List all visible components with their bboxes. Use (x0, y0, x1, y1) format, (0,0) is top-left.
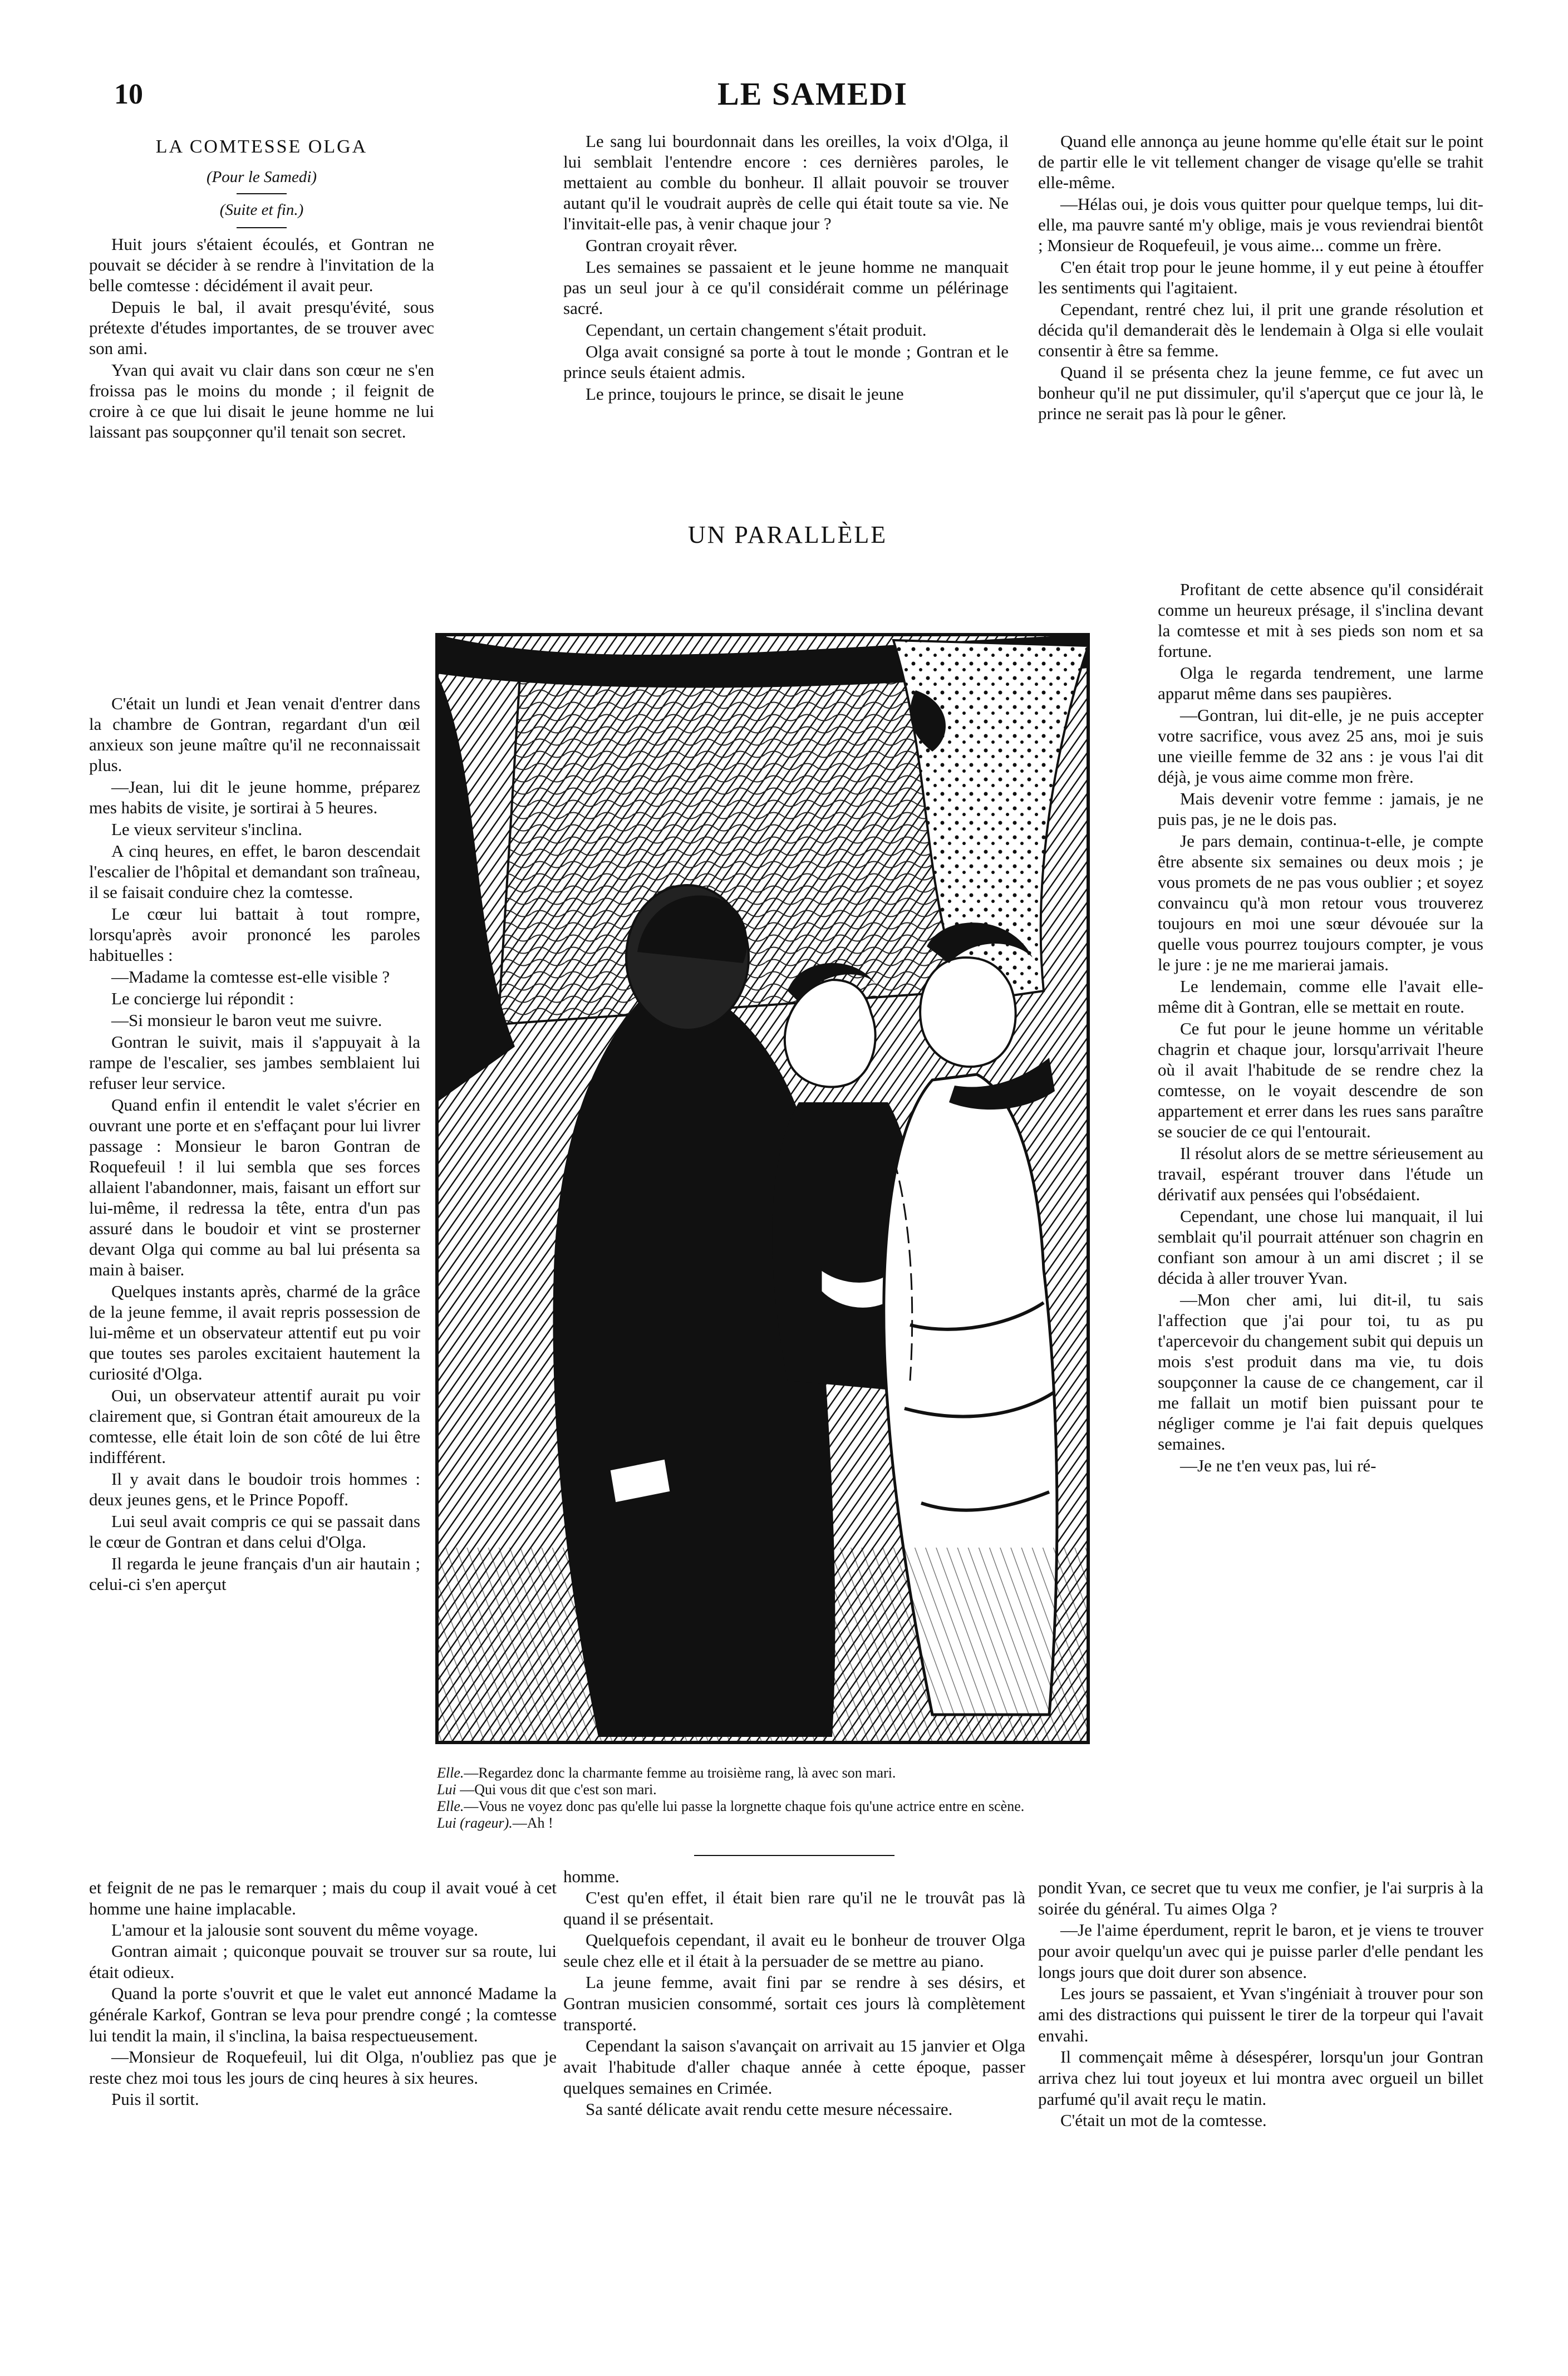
paragraph: et feignit de ne pas le remarquer ; mais du coup il avait voué à cet homme une haine implacable. (89, 1878, 557, 1918)
story-column-left-bottom (89, 1877, 557, 2110)
paragraph: Cependant, une chose lui manquait, il lui semblait qu'il pourrait atténuer son chagrin en confiant son amour à un ami discret ; il se décida à aller trouver Yvan. (1158, 1206, 1483, 1288)
paragraph: Cependant, rentré chez lui, il prit une grande résolution et décida qu'il demanderait dès le lendemain à Olga si elle voulait consentir à être sa femme. (1038, 300, 1483, 360)
paragraph: —Jean, lui dit le jeune homme, préparez mes habits de visite, je sortirai à 5 heures. (89, 777, 420, 817)
paragraph: Les jours se passaient, et Yvan s'ingéniait à trouver pour son ami des distractions qui puissent le tirer de la torpeur qui l'avait envahi. (1038, 1984, 1483, 2045)
paragraph: L'amour et la jalousie sont souvent du même voyage. (111, 1920, 479, 1940)
paragraph: —Gontran, lui dit-elle, je ne puis accepter votre sacrifice, vous avez 25 ans, moi je suis une vieille femme de 32 ans : je vous l'ai dit déjà, je vous aime comme mon frère. (1158, 705, 1483, 787)
paragraph: Il y avait dans le boudoir trois hommes : deux jeunes gens, et le Prince Popoff. (89, 1469, 420, 1509)
story-column-right-narrow (1158, 579, 1483, 1477)
divider (237, 227, 287, 228)
paragraph: Olga avait consigné sa porte à tout le monde ; Gontran et le prince seuls étaient admis. (563, 342, 1009, 382)
paragraph: Oui, un observateur attentif aurait pu voir clairement que, si Gontran était amoureux de la comtesse, elle était loin de son côté de lui être indifférent. (89, 1386, 420, 1467)
paragraph: Cependant la saison s'avançait on arrivait au 15 janvier et Olga avait l'habitude d'aller chaque année à cette époque, passer quelques semaines en Crimée. (563, 2036, 1025, 2098)
paragraph: Gontran croyait rêver. (586, 235, 738, 255)
story-column-middle-top (563, 131, 1009, 405)
paragraph: homme. (563, 1867, 620, 1886)
page-number: 10 (114, 78, 143, 110)
paragraph: Le vieux serviteur s'inclina. (111, 819, 303, 839)
story-column-left-narrow (89, 693, 420, 1596)
story-subtitle: (Pour le Samedi) (206, 168, 317, 186)
paragraph: Le sang lui bourdonnait dans les oreilles, la voix d'Olga, il lui semblait l'entendre encore : ces dernières paroles, le mettaient au comble du bonheur. Il allait pouvoir se trouver autant qu'il le voudrait auprès de celle qui était toute sa vie. Ne l'invitait-elle pas, à venir chaque jour ? (563, 131, 1009, 233)
paragraph: Quand elle annonça au jeune homme qu'elle était sur le point de partir elle le vit tellement changer de visage qu'elle se trahit elle-même. (1038, 131, 1483, 192)
paragraph: —Madame la comtesse est-elle visible ? (111, 967, 390, 986)
story-column-right-top (1038, 131, 1483, 576)
paragraph: —Je l'aime éperdument, reprit le baron, et je viens te trouver pour avoir quelqu'un avec qui je puisse parler d'elle pendant les longs jours que doit durer son absence. (1038, 1920, 1483, 1982)
paragraph: —Hélas oui, je dois vous quitter pour quelque temps, lui dit-elle, ma pauvre santé m'y oblige, mais je vous reviendrai bientôt ; Monsieur de Roquefeuil, je vous aime... comme un frère. (1038, 194, 1483, 255)
paragraph: C'est qu'en effet, il était bien rare qu'il ne le trouvât pas là quand il se présentait. (563, 1888, 1025, 1928)
paragraph: Olga le regarda tendrement, une larme apparut même dans ses paupières. (1158, 663, 1483, 703)
paragraph: Le cœur lui battait à tout rompre, lorsqu'après avoir prononcé les paroles habituelles : (89, 904, 420, 965)
story-column-left-top (89, 131, 434, 443)
paragraph: Sa santé délicate avait rendu cette mesure nécessaire. (586, 2099, 953, 2119)
paragraph: —Monsieur de Roquefeuil, lui dit Olga, n'oubliez pas que je reste chez moi tous les jours de cinq heures à six heures. (89, 2047, 557, 2088)
paragraph: Le prince, toujours le prince, se disait le jeune (586, 384, 904, 404)
paragraph: Quand il se présenta chez la jeune femme, ce fut avec un bonheur qu'il ne put dissimuler, qu'il s'aperçut que ce jour là, le prince ne serait pas là pour le gêner. (1038, 362, 1483, 423)
cartoon-caption (437, 1765, 1161, 1832)
caption-line: Elle.—Regardez donc la charmante femme au troisième rang, là avec son mari. (437, 1765, 896, 1781)
left-top-body (89, 234, 434, 442)
paragraph: La jeune femme, avait fini par se rendre à ses désirs, et Gontran musicien consommé, sortait ces jours là complètement transporté. (563, 1972, 1025, 2034)
story-title: LA COMTESSE OLGA (155, 136, 368, 157)
paragraph: Le concierge lui répondit : (111, 989, 294, 1008)
paragraph: Je pars demain, continua-t-elle, je compte être absente six semaines ou deux mois ; je vous promets de ne pas vous oublier ; et soyez convaincu qu'à mon retour vous trouverez toujours en moi une sœur dévouée sur la quelle vous pourrez toujours compter, je vous le jure : je ne me marierai jamais. (1158, 831, 1483, 974)
divider (694, 1855, 894, 1856)
paragraph: C'en était trop pour le jeune homme, il y eut peine à étouffer les sentiments qui l'agitaient. (1038, 257, 1483, 297)
paragraph: A cinq heures, en effet, le baron descendait l'escalier de l'hôpital et demandant son traîneau, il se faisait conduire chez la comtesse. (89, 841, 420, 902)
paragraph: Il résolut alors de se mettre sérieusement au travail, espérant trouver dans l'étude un dérivatif aux pensées qui l'obsédaient. (1158, 1143, 1483, 1204)
cartoon-title: UN PARALLÈLE (687, 521, 888, 548)
paragraph: Lui seul avait compris ce qui se passait dans le cœur de Gontran et dans celui d'Olga. (89, 1511, 420, 1552)
caption-line: Elle.—Vous ne voyez donc pas qu'elle lui passe la lorgnette chaque fois qu'une actrice entre en scène. (437, 1798, 1025, 1814)
paragraph: Il regarda le jeune français d'un air hautain ; celui-ci s'en aperçut (89, 1554, 420, 1594)
paragraph: Les semaines se passaient et le jeune homme ne manquait pas un seul jour à ce qu'il considérait comme un pélérinage sacré. (563, 257, 1009, 318)
paragraph: Gontran aimait ; quiconque pouvait se trouver sur sa route, lui était odieux. (89, 1941, 557, 1982)
caption-line: Lui —Qui vous dit que c'est son mari. (437, 1781, 657, 1798)
story-column-right-bottom (1038, 1877, 1483, 2131)
paragraph: Ce fut pour le jeune homme un véritable chagrin et chaque jour, lorsqu'arrivait l'heure où il avait l'habitude de se rendre chez la comtesse, on le voyait descendre de son appartement et errer dans les rues sans paraître se soucier de ce qui l'entourait. (1158, 1019, 1483, 1141)
paragraph: —Si monsieur le baron veut me suivre. (111, 1010, 382, 1030)
paragraph: Quand la porte s'ouvrit et que le valet eut annoncé Madame la générale Karkof, Gontran se leva pour prendre congé ; la comtesse lui tendit la main, il s'inclina, la baisa respectueusement. (89, 1984, 557, 2045)
paragraph: Quand enfin il entendit le valet s'écrier en ouvrant une porte et en s'effaçant pour lui livrer passage : Monsieur le baron Gontran de Roquefeuil ! il lui sembla que ses forces allaient l'abandonner, mais, faisant un effort sur lui-même, il redressa la tête, entra d'un pas assuré dans le boudoir et vint se prosterner devant Olga qui comme au bal lui présenta sa main à baiser. (89, 1095, 420, 1279)
paragraph: Gontran le suivit, mais il s'appuyait à la rampe de l'escalier, ses jambes semblaient lui refuser leur service. (89, 1032, 420, 1093)
paragraph: Depuis le bal, il avait presqu'évité, sous prétexte d'études importantes, de se trouver avec son ami. (89, 297, 434, 358)
paragraph: Profitant de cette absence qu'il considérait comme un heureux présage, il s'inclina devant la comtesse et mit à ses pieds son nom et sa fortune. (1158, 580, 1483, 661)
paragraph: C'était un lundi et Jean venait d'entrer dans la chambre de Gontran, regardant d'un œil anxieux son jeune maître qu'il ne reconnaissait plus. (89, 694, 420, 775)
paragraph: Il commençait même à désespérer, lorsqu'un jour Gontran arriva chez lui tout joyeux et lui montra avec orgueil un billet parfumé qu'il avait reçu le matin. (1038, 2047, 1483, 2109)
paragraph: pondit Yvan, ce secret que tu veux me confier, je l'ai surpris à la soirée du général. Tu aimes Olga ? (1038, 1878, 1483, 1918)
cartoon-illustration (431, 601, 1149, 1762)
paragraph: Mais devenir votre femme : jamais, je ne puis pas, je ne le dois pas. (1158, 789, 1483, 829)
story-column-middle-bottom (563, 1867, 1025, 2120)
paragraph: —Je ne t'en veux pas, lui ré- (1180, 1456, 1377, 1475)
paragraph: Quelques instants après, charmé de la grâce de la jeune femme, il avait repris possession de lui-même et un observateur attentif eut pu voir que toutes ses paroles excitaient hautement la curiosité d'Olga. (89, 1282, 420, 1383)
paragraph: Le lendemain, comme elle l'avait elle-même dit à Gontran, elle se mettait en route. (1158, 976, 1483, 1017)
paragraph: —Mon cher ami, lui dit-il, tu sais l'affection que j'ai pour toi, tu as pu t'apercevoir du changement subit qui depuis un mois s'est produit dans ma vie, tu dois soupçonner la cause de ce changement, car il me fallait un motif bien puissant pour te négliger comme je l'ai fait depuis quelques semaines. (1158, 1290, 1483, 1454)
paragraph: Huit jours s'étaient écoulés, et Gontran ne pouvait se décider à se rendre à l'invitation de la belle comtesse : décidément il avait peur. (89, 234, 434, 295)
paragraph: Puis il sortit. (111, 2089, 199, 2109)
running-title: LE SAMEDI (717, 76, 908, 112)
paragraph: C'était un mot de la comtesse. (1060, 2110, 1267, 2130)
story-continuation: (Suite et fin.) (219, 201, 304, 219)
caption-line: Lui (rageur).—Ah ! (437, 1815, 553, 1831)
paragraph: Yvan qui avait vu clair dans son cœur ne s'en froissa pas le moins du monde ; il feignit de croire à ce que lui disait le jeune homme ne lui laissant pas soupçonner qu'il tenait son secret. (89, 360, 434, 441)
paragraph: Quelquefois cependant, il avait eu le bonheur de trouver Olga seule chez elle et il était à la persuader de se mettre au piano. (563, 1930, 1025, 1971)
paragraph: Cependant, un certain changement s'était produit. (586, 320, 927, 340)
divider (237, 193, 287, 194)
